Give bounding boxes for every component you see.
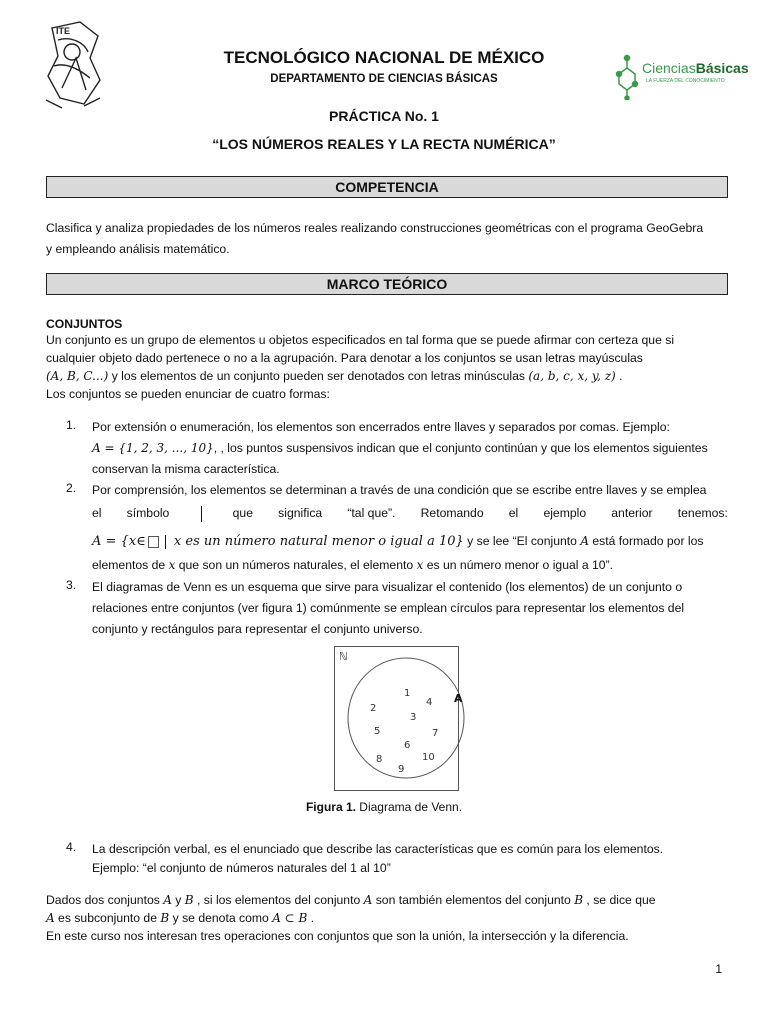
venn-element: 7: [432, 728, 439, 739]
venn-element: 2: [370, 703, 377, 714]
item2-line3: A = {x∈ x es un número natural menor o igual a 10} y se lee “El conjunto A está formado por los: [92, 534, 704, 549]
conjuntos-p1-line3: (A, B, C...) y los elementos de un conjunto pueden ser denotados con letras minúsculas (a, b, c, x, y, z) .: [46, 369, 623, 383]
math-subset: A ⊂ B: [272, 911, 308, 925]
such-that-symbol: [201, 506, 202, 522]
conjuntos-heading: CONJUNTOS: [46, 317, 123, 331]
item3-line2: relaciones entre conjuntos (ver figura 1) comúnmente se emplean círculos para representar los elementos del: [92, 601, 685, 615]
venn-element: 8: [376, 754, 383, 765]
math-extension-example: A = {1, 2, 3, ..., 10}: [92, 441, 214, 455]
list-number: 1.: [66, 418, 77, 432]
department-subtitle: DEPARTAMENTO DE CIENCIAS BÁSICAS: [270, 73, 498, 85]
venn-element: 10: [422, 752, 435, 763]
venn-element: 9: [398, 764, 405, 775]
list-number: 3.: [66, 578, 77, 592]
practice-number: PRÁCTICA No. 1: [329, 108, 439, 124]
venn-element: 5: [374, 726, 381, 737]
venn-element: 1: [404, 688, 411, 699]
figure-caption: Figura 1. Diagrama de Venn.: [305, 800, 463, 814]
item2-line4: elementos de x que son un números naturales, el elemento x es un número menor o igual a 10”.: [92, 558, 614, 572]
competencia-text-line1: Clasifica y analiza propiedades de los números reales realizando construcciones geométricas con el programa GeoGebra: [46, 221, 704, 235]
item1-line1: Por extensión o enumeración, los elementos son encerrados entre llaves y separados por comas. Ejemplo:: [92, 420, 670, 434]
item1-line2: A = {1, 2, 3, ..., 10}, , los puntos suspensivos indican que el conjunto continúan y que los elementos siguientes: [92, 441, 708, 455]
list-number: 2.: [66, 481, 77, 495]
subset-p-line2: A es subconjunto de B y se denota como A ⊂ B .: [46, 911, 315, 925]
section-marco-teorico: MARCO TEÓRICO: [46, 273, 728, 295]
item4-line1: La descripción verbal, es el enunciado que describe las características que es común para los elementos.: [92, 842, 664, 856]
math-comprehension-example: A = {x∈ x es un número natural menor o igual a 10}: [92, 534, 464, 549]
item2-line1: Por comprensión, los elementos se determinan a través de una condición que se escribe entre llaves y se emplea: [92, 483, 707, 497]
subset-p-line1: Dados dos conjuntos A y B , si los elementos del conjunto A son también elementos del conjunto B , se dice que: [46, 893, 656, 907]
section-competencia: COMPETENCIA: [46, 176, 728, 198]
operations-paragraph: En este curso nos interesan tres operaciones con conjuntos que son la unión, la intersección y la diferencia.: [46, 929, 629, 943]
logo-left-text: ITE: [56, 26, 71, 36]
list-number: 4.: [66, 840, 77, 854]
venn-diagram: [334, 646, 498, 792]
venn-element: 6: [404, 740, 411, 751]
page-number: 1: [715, 962, 722, 976]
item4-line2: Ejemplo: “el conjunto de números naturales del 1 al 10”: [92, 861, 391, 875]
institution-title: TECNOLÓGICO NACIONAL DE MÉXICO: [223, 48, 545, 67]
math-lowercase-elements: (a, b, c, x, y, z): [528, 369, 616, 383]
item3-line1: El diagramas de Venn es un esquema que sirve para visualizar el contenido (los elementos) de un conjunto o: [92, 580, 683, 594]
venn-element: 3: [410, 712, 417, 723]
logo-right-tagline: LA FUERZA DEL CONOCIMIENTO: [646, 78, 725, 84]
conjuntos-p1-line1: Un conjunto es un grupo de elementos u objetos especificados en tal forma que se puede afirmar con certeza que si: [46, 333, 675, 347]
competencia-text-line2: y empleando análisis matemático.: [46, 242, 230, 256]
item1-line3: conservan la misma característica.: [92, 462, 280, 476]
universe-rectangle: [335, 647, 459, 791]
item2-line2: el símbolo que significa “tal que”. Retomando el ejemplo anterior tenemos:: [92, 506, 728, 520]
venn-element: 4: [426, 697, 433, 708]
universe-label: ℕ: [339, 650, 348, 663]
item3-line3: conjunto y rectángulos para representar el conjunto universo.: [92, 622, 423, 636]
set-a-circle: [348, 658, 464, 778]
conjuntos-p1-line4: Los conjuntos se pueden enunciar de cuatro formas:: [46, 387, 330, 401]
conjuntos-p1-line2: cualquier objeto dado pertenece o no a la agrupación. Para denotar a los conjuntos se usan letras mayúsculas: [46, 351, 643, 365]
logo-right-wordmark: CienciasBásicas: [642, 60, 749, 76]
set-label: A: [454, 692, 463, 705]
practice-title: “LOS NÚMEROS REALES Y LA RECTA NUMÉRICA”: [212, 136, 556, 152]
math-uppercase-sets: (A, B, C...): [46, 369, 109, 383]
